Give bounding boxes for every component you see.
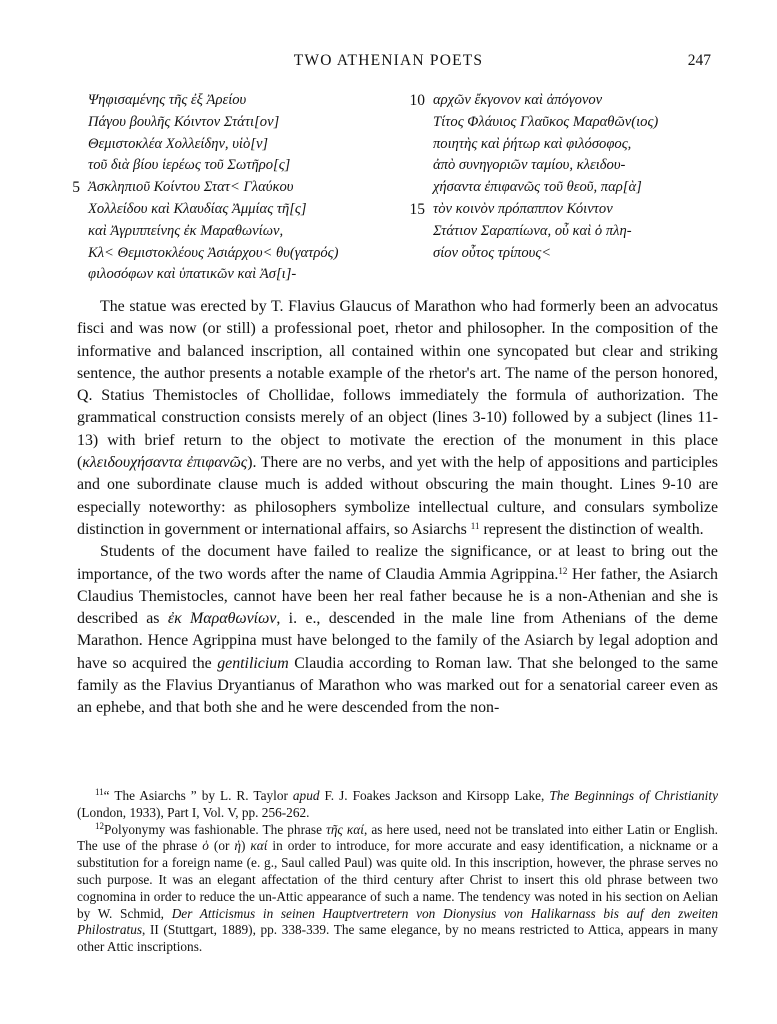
footnote-11 xyxy=(77,788,718,822)
inscription-column-right xyxy=(409,90,733,264)
inscription-text: Κλ< Θεμιστοκλέους Ἀσιάρχου< θυ(γατρός) xyxy=(88,244,339,261)
text-run: represent the distinction of wealth. xyxy=(479,520,704,538)
text-run: Her father, the Asiarch Claudius Themistocles, cannot have been her real father because he is a non-Athenian and she is described as xyxy=(77,565,718,628)
greek-phrase: καί xyxy=(250,838,268,854)
text-run: Students of the document have failed to realize the significance, or at least to bring out the importance, of the two words after the name of Claudia Ammia Agrippina. xyxy=(77,543,718,583)
latin-term: gentilicium xyxy=(217,654,289,672)
inscription-line xyxy=(433,134,733,156)
inscription-text: Ψηφισαμένης τῆς ἐξ Ἀρείου xyxy=(88,92,247,108)
inscription-line xyxy=(409,90,733,112)
inscription-text: φιλοσόφων καὶ ὑπατικῶν καὶ Ἀσ[ι]- xyxy=(88,266,297,283)
text-run: ) xyxy=(240,838,251,854)
paragraph xyxy=(77,541,718,719)
text-run: , as here used, need not be translated into either Latin or English. The use of the phrase xyxy=(77,821,719,854)
footnotes xyxy=(77,788,718,956)
greek-inscription xyxy=(62,90,722,283)
inscription-text: Τίτος Φλάυιος Γλαῦκος Μαραθῶν(ιος) xyxy=(433,113,659,130)
latin-term: apud xyxy=(292,788,320,803)
inscription-line xyxy=(88,90,418,112)
inscription-line xyxy=(433,112,733,134)
text-run: (or xyxy=(208,838,235,854)
book-title: Der Atticismus in seinen Hauptvertretern von Dionysius von Halikarnass bis auf den zweiten Philostratus xyxy=(77,905,718,938)
greek-phrase: ἐκ Μαραθωνίων xyxy=(167,610,277,628)
inscription-line xyxy=(88,155,418,177)
line-number: 10 xyxy=(409,92,425,109)
text-run: ). There are no verbs, and yet with the help of appositions and participles and one subordinate clause much is added without obscuring the main thought. Lines 9-10 are especially noteworthy: as philosophers symbolize intellectual culture, and consulars symbolize distinction in government or international affairs, so Asiarchs xyxy=(77,454,718,538)
running-title: TWO ATHENIAN POETS xyxy=(293,52,484,69)
greek-phrase: κλειδουχήσαντα ἐπιφανῶς xyxy=(82,454,248,472)
inscription-text: Θεμιστοκλέα Χολλείδην, υἱὸ[ν] xyxy=(88,135,269,152)
inscription-line xyxy=(88,264,418,286)
greek-phrase: ὁ xyxy=(202,838,209,854)
inscription-text: αρχῶν ἔκγονον καὶ ἀπόγονον xyxy=(433,92,603,108)
line-number: 15 xyxy=(409,200,425,218)
inscription-text: τὸν κοινὸν πρόπαππον Κόιντον xyxy=(433,200,613,217)
inscription-line xyxy=(433,221,733,243)
inscription-column-left xyxy=(72,90,418,286)
footnote-number: 11 xyxy=(95,787,104,797)
inscription-text: Στάτιον Σαραπίωνα, οὗ καὶ ὁ πλη- xyxy=(433,222,632,239)
inscription-line xyxy=(433,177,733,199)
footnote-ref[interactable]: 11 xyxy=(470,520,480,531)
page-number: 247 xyxy=(687,52,711,69)
running-header xyxy=(0,52,777,74)
inscription-line xyxy=(88,243,418,265)
inscription-line xyxy=(433,155,733,177)
footnote-ref[interactable]: 12 xyxy=(558,565,568,576)
inscription-line xyxy=(88,199,418,221)
inscription-line xyxy=(409,199,733,221)
inscription-line xyxy=(72,177,418,199)
inscription-text: ἀπὸ συνηγοριῶν ταμίου, κλειδου- xyxy=(433,157,626,174)
greek-phrase: τῆς καί xyxy=(326,821,364,837)
inscription-text: τοῦ διὰ βίου ἱερέως τοῦ Σωτῆρο[ς] xyxy=(88,157,291,174)
text-run: , II (Stuttgart, 1889), pp. 338-339. The same elegance, by no means restricted to Attica, appears in many other Attic inscriptions. xyxy=(77,922,718,955)
footnote-number: 12 xyxy=(95,820,104,831)
inscription-line xyxy=(88,221,418,243)
footnote-12 xyxy=(77,822,718,956)
text-run: The statue was erected by T. Flavius Glaucus of Marathon who had formerly been an advocatus fisci and was now (or still) a professional poet, rhetor and philosopher. In the composition of the informative and balanced inscription, all contained within one syncopated but clear and striking sentence, the author presents a notable example of the rhetor's art. The name of the person honored, Q. Statius Themistocles of Chollidae, follows immediately the formula of authorization. The grammatical construction consists merely of an object (lines 3-10) followed by a subject (lines 11-13) with brief return to the object to motivate the erection of the monument in this place ( xyxy=(77,298,718,472)
inscription-text: σίον οὗτος τρίπους< xyxy=(433,244,552,261)
inscription-text: ποιητὴς καὶ ῥήτωρ καὶ φιλόσοφος, xyxy=(433,135,632,152)
text-run: (London, 1933), Part I, Vol. V, pp. 256-262. xyxy=(77,804,310,820)
book-title: The Beginnings of Christianity xyxy=(549,788,718,803)
inscription-line xyxy=(88,134,418,156)
text-run: in order to introduce, for more accurate and easy identification, a nickname or a substitution for a foreign name (e. g., Saul called Paul) was quite old. In this inscription, however, the phrase serves no such purpose. It was an elegant affectation of the third century after Christ to insert this old phrase between two cognomina in order to reduce the un-Attic appearance of such a name. The tendency was noted in his section on Aelian by W. Schmid, xyxy=(77,838,718,921)
text-run: “ The Asiarchs ” by L. R. Taylor xyxy=(103,788,293,803)
inscription-line xyxy=(88,112,418,134)
text-run: Claudia according to Roman law. That she belonged to the same family as the Flavius Dryantianus of Marathon who was marked out for a senatorial career even as an ephebe, and that both she and he were descended from the non- xyxy=(77,654,718,717)
text-run: F. J. Foakes Jackson and Kirsopp Lake, xyxy=(319,788,550,803)
inscription-text: Πάγου βουλῆς Κόιντον Στάτι[ον] xyxy=(88,113,280,130)
main-text xyxy=(77,296,718,720)
greek-phrase: ἡ xyxy=(234,838,241,854)
paragraph xyxy=(77,296,718,541)
inscription-text: Χολλείδου καὶ Κλαυδίας Ἀμμίας τῆ[ς] xyxy=(88,200,307,217)
inscription-line xyxy=(433,243,733,265)
inscription-text: χήσαντα ἐπιφανῶς τοῦ θεοῦ, παρ[ὰ] xyxy=(433,179,642,196)
inscription-text: Ἀσκληπιοῦ Κοίντου Στατ< Γλαύκου xyxy=(88,179,294,196)
text-run: Polyonymy was fashionable. The phrase xyxy=(104,821,327,837)
line-number: 5 xyxy=(72,179,80,197)
inscription-text: καὶ Ἀγριππείνης ἐκ Μαραθωνίων, xyxy=(88,222,284,239)
text-run: , i. e., descended in the male line from Athenians of the deme Marathon. Hence Agrippina must have belonged to the family of the Asiarch by legal adoption and have so acquired the xyxy=(77,610,718,672)
